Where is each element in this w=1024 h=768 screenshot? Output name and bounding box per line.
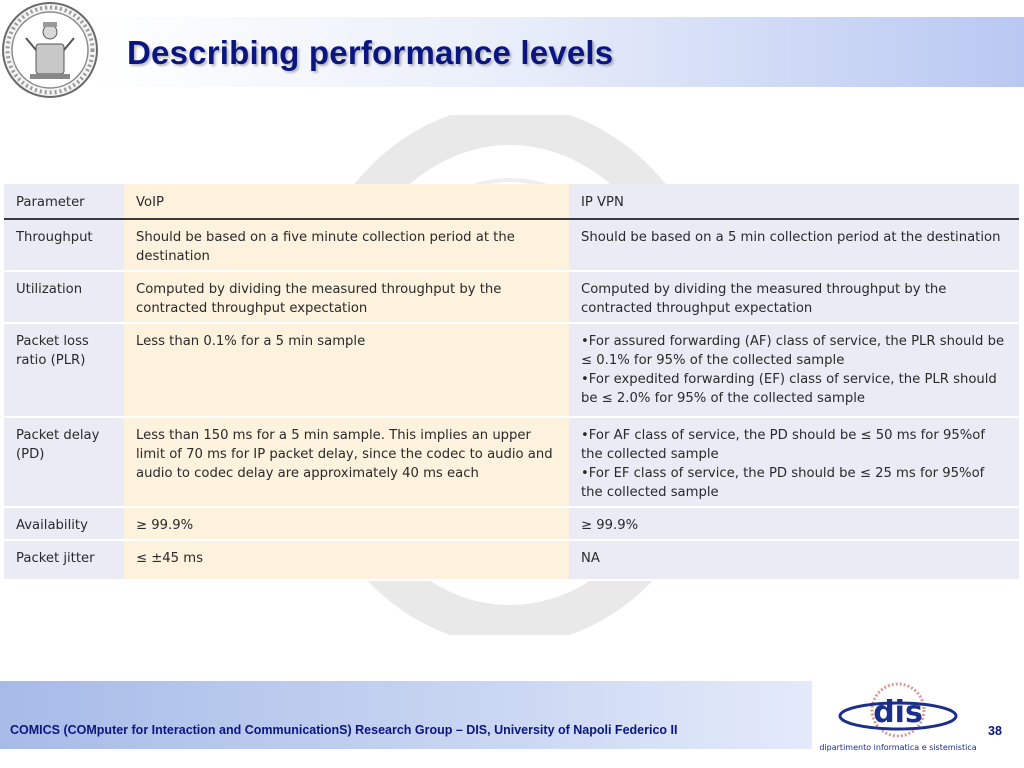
footer-band: [0, 681, 812, 749]
row-voip-value: ≥ 99.9%: [124, 507, 569, 540]
row-vpn-value: ≥ 99.9%: [569, 507, 1019, 540]
table-row: [4, 323, 1019, 417]
vpn-bullet: •For assured forwarding (AF) class of service, the PLR should be ≤ 0.1% for 95% of the collected sample: [581, 334, 1005, 368]
row-vpn-value: Computed by dividing the measured throughput by the contracted throughput expectation: [569, 271, 1019, 323]
university-seal-logo: [0, 0, 100, 100]
dis-logo-caption: dipartimento informatica e sistemistica: [819, 743, 977, 752]
row-parameter: Throughput: [4, 219, 124, 271]
table-row: [4, 271, 1019, 323]
row-parameter: Utilization: [4, 271, 124, 323]
row-voip-value: ≤ ±45 ms: [124, 540, 569, 580]
header-parameter: Parameter: [4, 184, 124, 219]
table-header-row: [4, 184, 1019, 219]
row-voip-value: Less than 150 ms for a 5 min sample. This implies an upper limit of 70 ms for IP packet delay, since the codec to audio and audio to codec delay are approximately 40 ms each: [124, 417, 569, 507]
footer-text: COMICS (COMputer for Interaction and CommunicationS) Research Group – DIS, University of Napoli Federico II: [10, 723, 678, 737]
row-vpn-value: [569, 417, 1019, 507]
table-row: [4, 219, 1019, 271]
row-parameter: Availability: [4, 507, 124, 540]
row-vpn-value: Should be based on a 5 min collection period at the destination: [569, 219, 1019, 271]
row-vpn-value: [569, 323, 1019, 417]
header-voip: VoIP: [124, 184, 569, 219]
vpn-bullet: •For AF class of service, the PD should be ≤ 50 ms for 95%of the collected sample: [581, 428, 985, 462]
table-row: [4, 540, 1019, 580]
dis-logo-text: dis: [873, 695, 923, 730]
vpn-bullet: •For EF class of service, the PD should be ≤ 25 ms for 95%of the collected sample: [581, 466, 985, 500]
dis-logo: [813, 678, 983, 762]
row-vpn-value: NA: [569, 540, 1019, 580]
header-ip-vpn: IP VPN: [569, 184, 1019, 219]
row-voip-value: Computed by dividing the measured throughput by the contracted throughput expectation: [124, 271, 569, 323]
row-parameter: Packet loss ratio (PLR): [4, 323, 124, 417]
slide-title: Describing performance levels: [127, 34, 614, 71]
row-voip-value: Should be based on a five minute collection period at the destination: [124, 219, 569, 271]
row-parameter: Packet delay (PD): [4, 417, 124, 507]
table-row: [4, 417, 1019, 507]
row-voip-value: Less than 0.1% for a 5 min sample: [124, 323, 569, 417]
table-row: [4, 507, 1019, 540]
page-number: 38: [988, 724, 1002, 738]
row-parameter: Packet jitter: [4, 540, 124, 580]
vpn-bullet: •For expedited forwarding (EF) class of service, the PLR should be ≤ 2.0% for 95% of the collected sample: [581, 372, 997, 406]
performance-table: [4, 184, 1019, 581]
